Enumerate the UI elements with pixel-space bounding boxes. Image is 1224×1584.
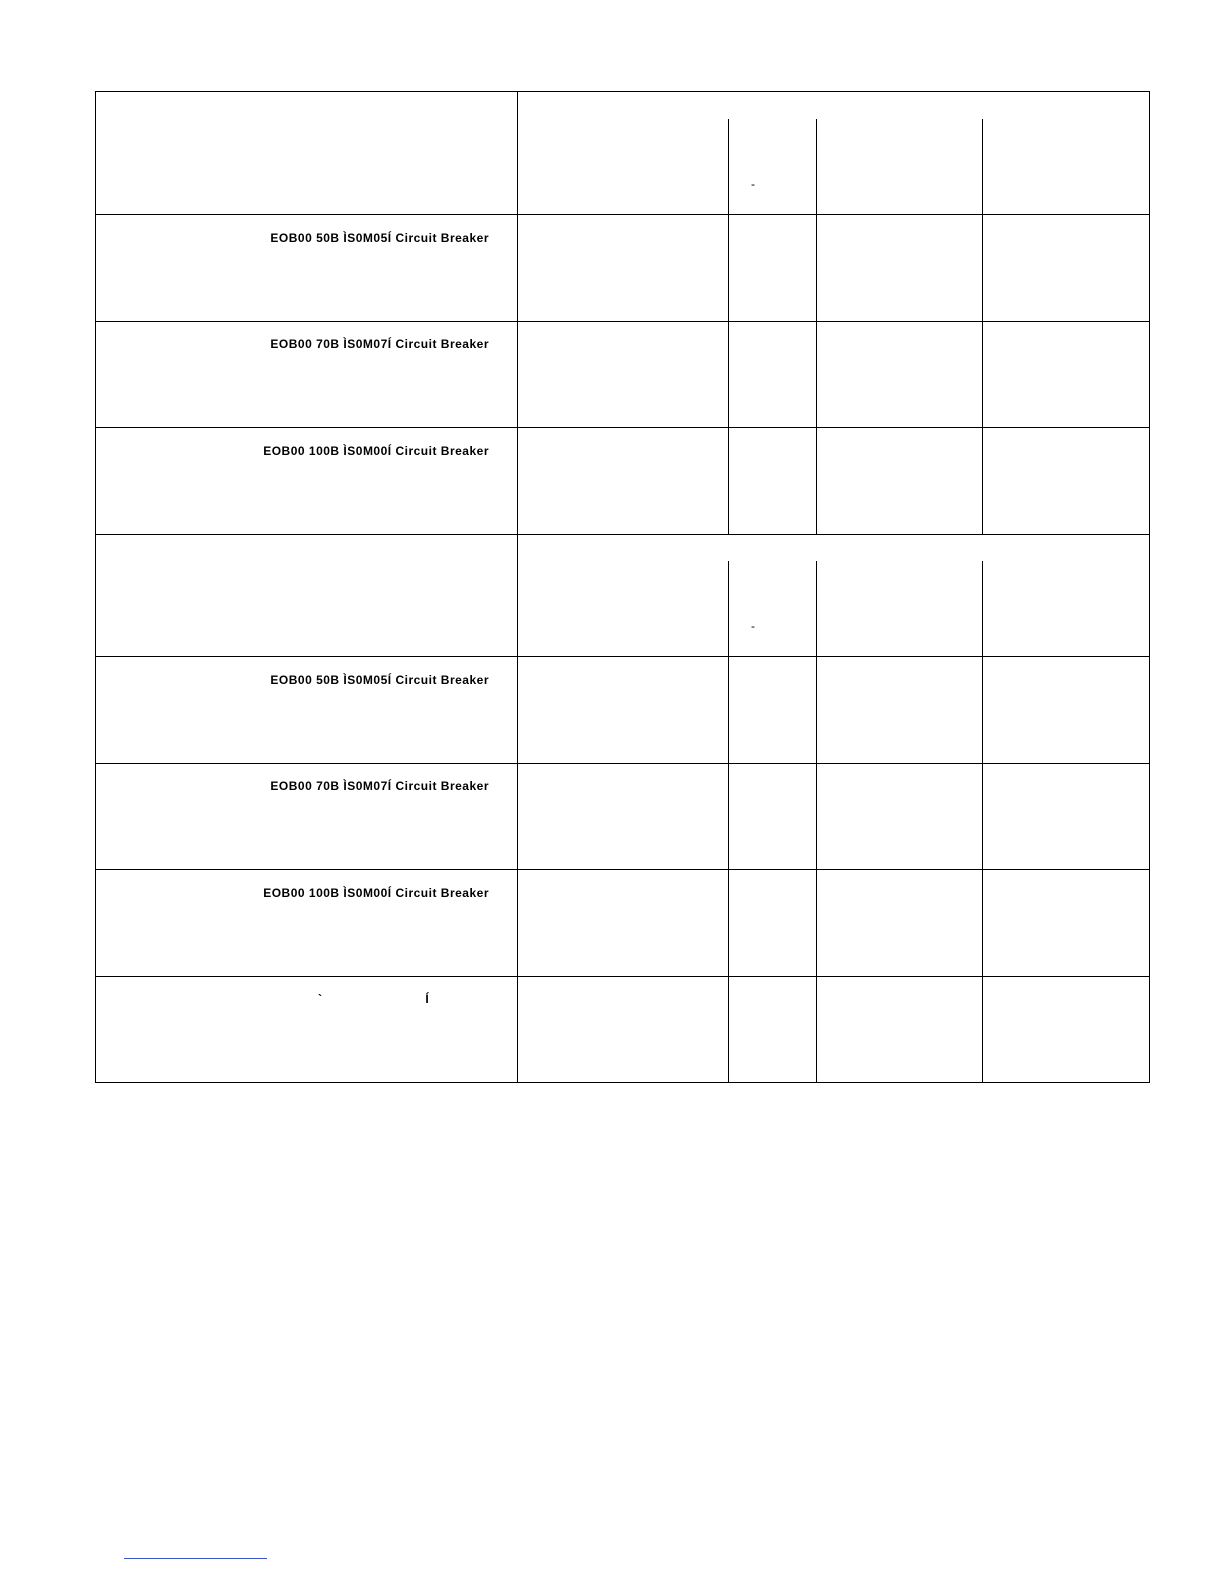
column-divider	[517, 92, 518, 1082]
row-divider	[96, 534, 1149, 535]
row-divider	[96, 427, 1149, 428]
row-label: ` Í	[318, 992, 479, 1006]
breaker-table	[95, 91, 1150, 1083]
column-divider	[728, 119, 729, 534]
column-divider	[816, 561, 817, 1082]
column-divider	[982, 561, 983, 1082]
column-divider	[982, 119, 983, 534]
footer-link[interactable]	[124, 1558, 267, 1559]
column-divider	[728, 561, 729, 1082]
row-label: EOB00 70B ÌS0M07Í Circuit Breaker	[270, 337, 489, 351]
row-label: EOB00 100B ÌS0M00Í Circuit Breaker	[263, 444, 489, 458]
row-divider	[96, 656, 1149, 657]
row-divider	[96, 214, 1149, 215]
section-1-header-mark: -	[751, 177, 755, 191]
row-label: EOB00 70B ÌS0M07Í Circuit Breaker	[270, 779, 489, 793]
row-divider	[96, 869, 1149, 870]
section-2-header-mark: -	[751, 619, 755, 633]
row-divider	[96, 763, 1149, 764]
row-divider	[96, 976, 1149, 977]
column-divider	[816, 119, 817, 534]
row-divider	[96, 321, 1149, 322]
row-label: EOB00 50B ÌS0M05Í Circuit Breaker	[270, 673, 489, 687]
row-label: EOB00 100B ÌS0M00Í Circuit Breaker	[263, 886, 489, 900]
row-label: EOB00 50B ÌS0M05Í Circuit Breaker	[270, 231, 489, 245]
